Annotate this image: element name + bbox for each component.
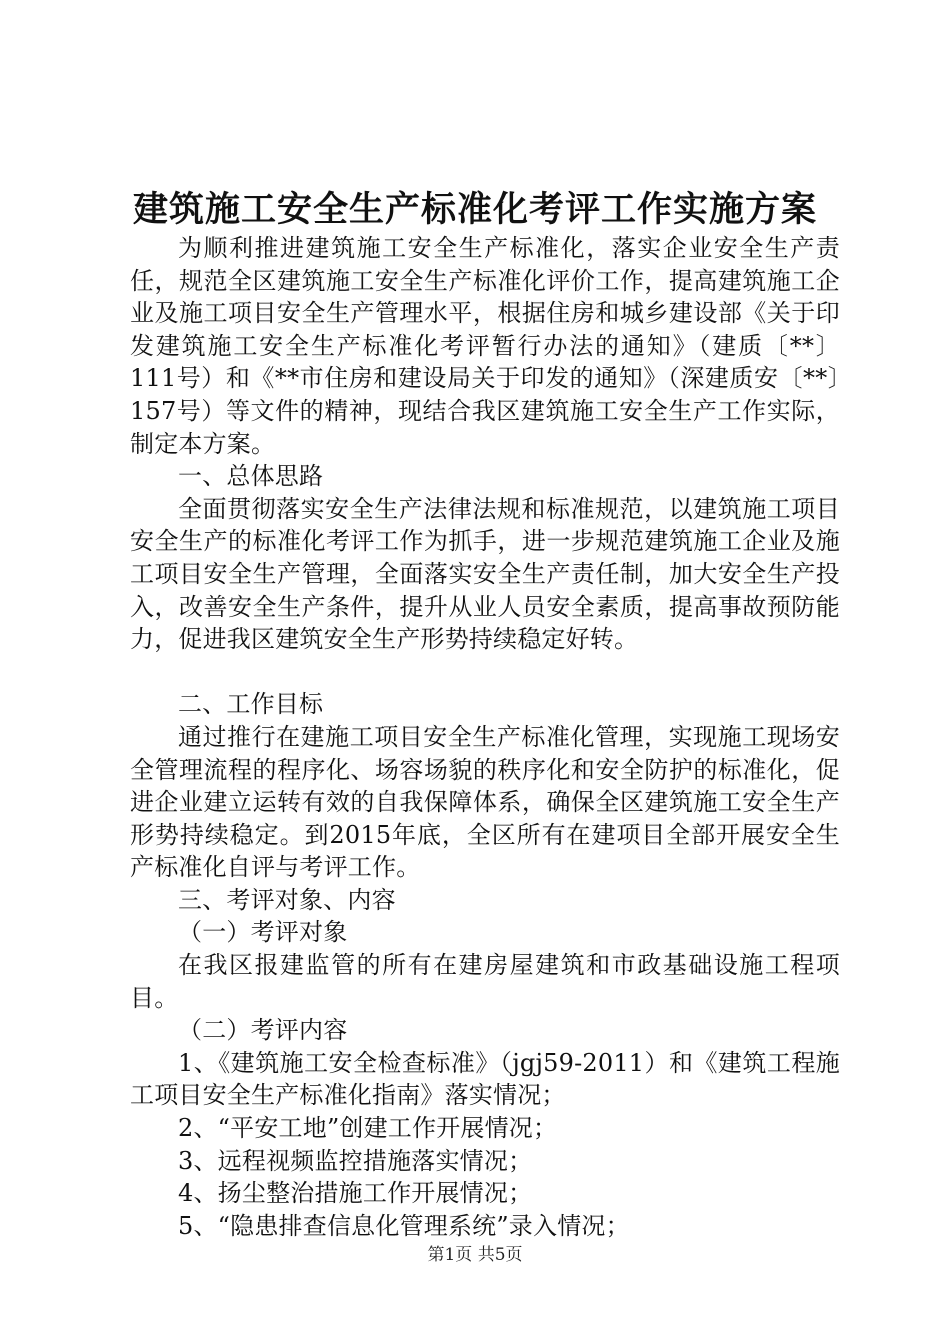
list-item: 4、扬尘整治措施工作开展情况； — [178, 1179, 533, 1208]
document-title: 建筑施工安全生产标准化考评工作实施方案 — [132, 189, 817, 230]
document-body — [130, 232, 840, 1242]
list-item: 5、“隐患排查信息化管理系统”录入情况； — [178, 1211, 630, 1240]
subsection-heading-evaluation-content: （二）考评内容 — [178, 1016, 348, 1045]
section-text-overall-approach: 全面贯彻落实安全生产法律法规和标准规范，以建筑施工项目安全生产的标准化考评工作为抓手，进一步规范建筑施工企业及施工项目安全生产管理，全面落实安全生产责任制，加大安全生产投入，改善安全生产条件，提升从业人员安全素质，提高事故预防能力，促进我区建筑安全生产形势持续稳定好转。 — [130, 494, 840, 654]
page-footer: 第1页 共5页 — [427, 1245, 523, 1265]
section-heading-overall-approach: 一、总体思路 — [178, 462, 324, 491]
subsection-text-evaluation-objects: 在我区报建监管的所有在建房屋建筑和市政基础设施工程项目。 — [130, 951, 840, 1012]
section-heading-work-goals: 二、工作目标 — [178, 690, 324, 719]
subsection-heading-evaluation-objects: （一）考评对象 — [178, 918, 348, 947]
list-item: 2、“平安工地”创建工作开展情况； — [178, 1114, 558, 1143]
section-text-work-goals: 通过推行在建施工项目安全生产标准化管理，实现施工现场安全管理流程的程序化、场容场貌的秩序化和安全防护的标准化，促进企业建立运转有效的自我保障体系，确保全区建筑施工安全生产形势持续稳定。到2015年底，全区所有在建项目全部开展安全生产标准化自评与考评工作。 — [130, 722, 840, 882]
list-item: 3、远程视频监控措施落实情况； — [178, 1146, 533, 1175]
blank-line — [130, 656, 840, 689]
list-item: 1、《建筑施工安全检查标准》（jgj59-2011）和《建筑工程施工项目安全生产标准化指南》落实情况； — [130, 1048, 840, 1110]
section-heading-evaluation: 三、考评对象、内容 — [178, 885, 396, 914]
intro-paragraph: 为顺利推进建筑施工安全生产标准化，落实企业安全生产责任，规范全区建筑施工安全生产标准化评价工作，提高建筑施工企业及施工项目安全生产管理水平，根据住房和城乡建设部《关于印发建筑施工安全生产标准化考评暂行办法的通知》（建质〔**〕111号）和《**市住房和建设局关于印发的通知》（深建质安〔**〕157号）等文件的精神，现结合我区建筑施工安全生产工作实际，制定本方案。 — [130, 234, 840, 458]
